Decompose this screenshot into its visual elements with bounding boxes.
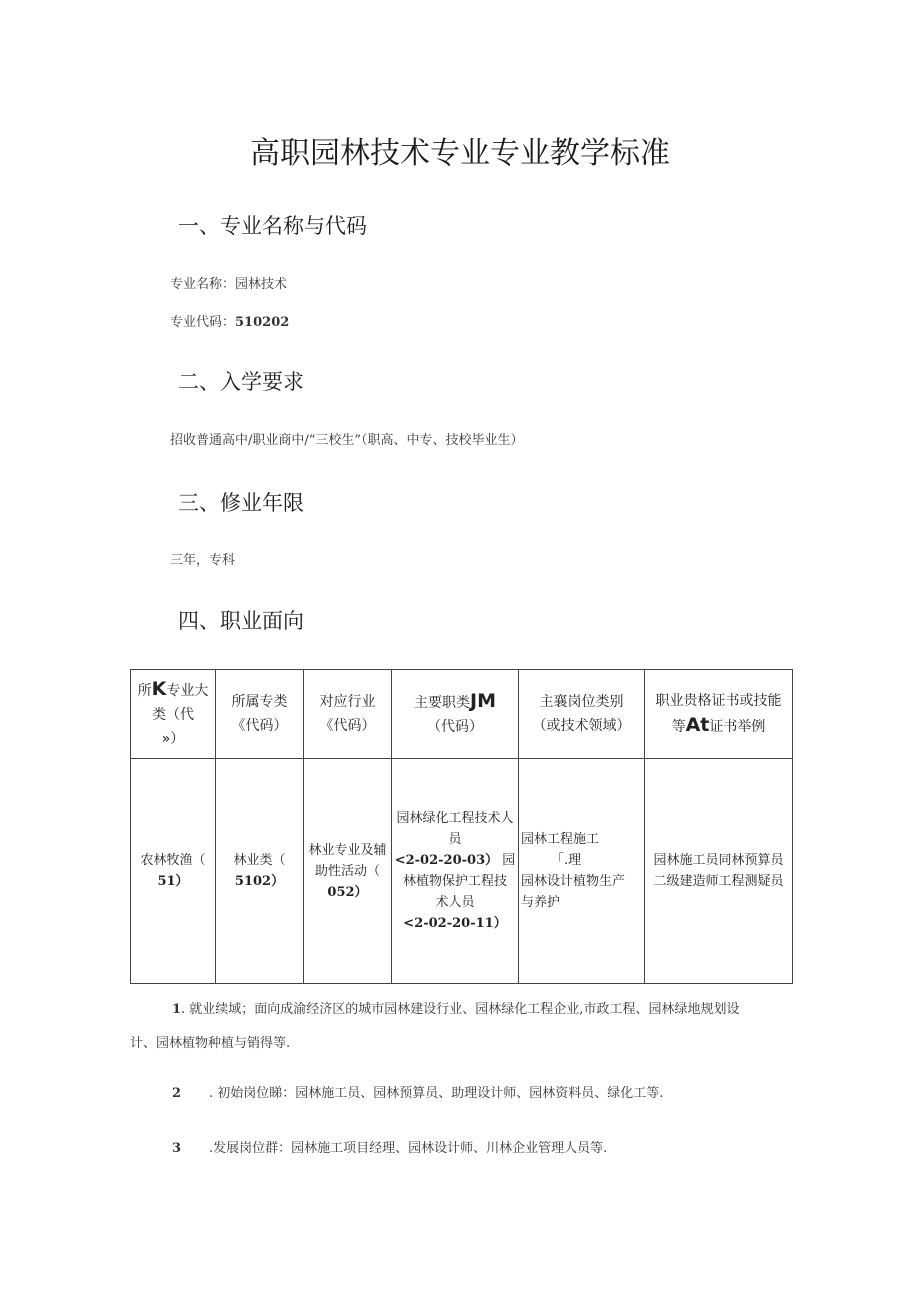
- list-item: [130, 1077, 792, 1111]
- cell-text: 园林工程施工: [521, 832, 600, 847]
- header-text: （代码）: [427, 719, 483, 735]
- section-2-heading: 二、入学要求: [178, 370, 304, 394]
- header-major-category: [131, 670, 216, 759]
- cell-text: 园林施工员同林预算员: [653, 853, 784, 868]
- cell-text: <2-02-20-11）: [403, 916, 507, 931]
- cell-text: 员: [448, 832, 462, 847]
- header-job-category: [519, 670, 645, 759]
- cell-occupation: [392, 759, 519, 984]
- item-number: 3: [172, 1141, 182, 1156]
- header-text: （或技术领域）: [532, 718, 631, 734]
- header-text: 《代码）: [319, 718, 376, 734]
- header-certificates: [645, 670, 793, 759]
- cell-text: 二级建造师工程测疑员: [653, 874, 784, 889]
- cell-text: 园: [502, 853, 516, 868]
- header-text: 主要职类: [414, 695, 470, 711]
- cell-major-category: [131, 759, 216, 984]
- header-text: 职业贵格证书或技能: [655, 693, 782, 709]
- list-item: [130, 1132, 792, 1166]
- header-text: At: [685, 714, 710, 736]
- table-row: [131, 759, 793, 984]
- header-text: 所: [137, 683, 152, 699]
- header-text: 类（代: [152, 707, 194, 723]
- occupation-table: [130, 669, 793, 984]
- cell-text: 园林设计植物生产: [521, 874, 626, 889]
- cell-text: 林业专业及辅: [308, 842, 387, 858]
- item-number: 1: [172, 1002, 182, 1017]
- header-major-class: [216, 670, 304, 759]
- cell-text: 园林绿化工程技术人: [396, 811, 514, 826]
- header-occupation: [392, 670, 519, 759]
- page-title: 高职园林技术专业专业教学标准: [250, 136, 670, 171]
- cell-text: 林植物保护工程技: [402, 874, 507, 889]
- item-text: .发展岗位群：园林施工项目经理、园林设计师、川林企业管理人员等.: [209, 1141, 608, 1156]
- major-name-line: [170, 273, 287, 292]
- header-text: 《代码）: [231, 718, 288, 734]
- major-code-label: 专业代码：: [170, 315, 236, 330]
- cell-certificates: [645, 759, 793, 984]
- cell-text: 术人员: [435, 895, 475, 910]
- header-text: 对应行业: [319, 694, 376, 710]
- section-1-heading: 一、专业名称与代码: [178, 214, 367, 238]
- cell-text: 与养护: [521, 895, 561, 910]
- cell-text: 助性活动（: [314, 863, 380, 879]
- section-3-heading: 三、修业年限: [178, 491, 304, 515]
- header-text: K: [151, 678, 167, 700]
- cell-text: 5102）: [234, 874, 285, 889]
- cell-text: 51）: [157, 874, 189, 889]
- item-text: . 就业续域；面向成渝经济区的城市园林建设行业、园林绿化工程企业,市政工程、园林绿地规划设: [181, 1002, 740, 1017]
- cell-job-category: [519, 759, 645, 984]
- header-text: 证书举例: [709, 719, 766, 735]
- header-text: 所属专类: [231, 694, 288, 710]
- header-text: 等: [671, 719, 686, 735]
- item-text: 计、园林植物种植与销得等.: [130, 1036, 291, 1051]
- header-text: JM: [470, 690, 496, 712]
- item-text: . 初始岗位睇：园林施工员、园林预算员、助理设计师、园林资料员、绿化工等.: [209, 1086, 664, 1101]
- cell-major-class: [216, 759, 304, 984]
- cell-text: 052）: [327, 884, 368, 900]
- cell-text: 林业类（: [233, 853, 286, 868]
- list-item: [130, 993, 792, 1061]
- header-text: »）: [161, 731, 185, 747]
- section-4-heading: 四、职业面向: [178, 609, 304, 633]
- item-number: 2: [172, 1086, 182, 1101]
- cell-industry: [304, 759, 392, 984]
- major-name-value: 园林技术: [235, 277, 288, 292]
- duration-text: 三年，专科: [170, 553, 236, 568]
- admission-text: 招收普通高中/职业商中/“三校生”（职高、中专、技校毕业生）: [170, 433, 524, 448]
- cell-text: <2-02-20-03）: [394, 853, 499, 868]
- major-code-line: [170, 311, 289, 330]
- cell-text: 农林牧渔（: [140, 853, 206, 868]
- major-name-label: 专业名称：: [170, 277, 236, 292]
- major-code-value: 510202: [235, 315, 290, 330]
- header-text: 主襄岗位类别: [539, 694, 624, 710]
- header-text: 专业大: [166, 683, 209, 699]
- header-industry: [304, 670, 392, 759]
- cell-text: 「.理: [551, 853, 582, 868]
- table-header-row: [131, 670, 793, 759]
